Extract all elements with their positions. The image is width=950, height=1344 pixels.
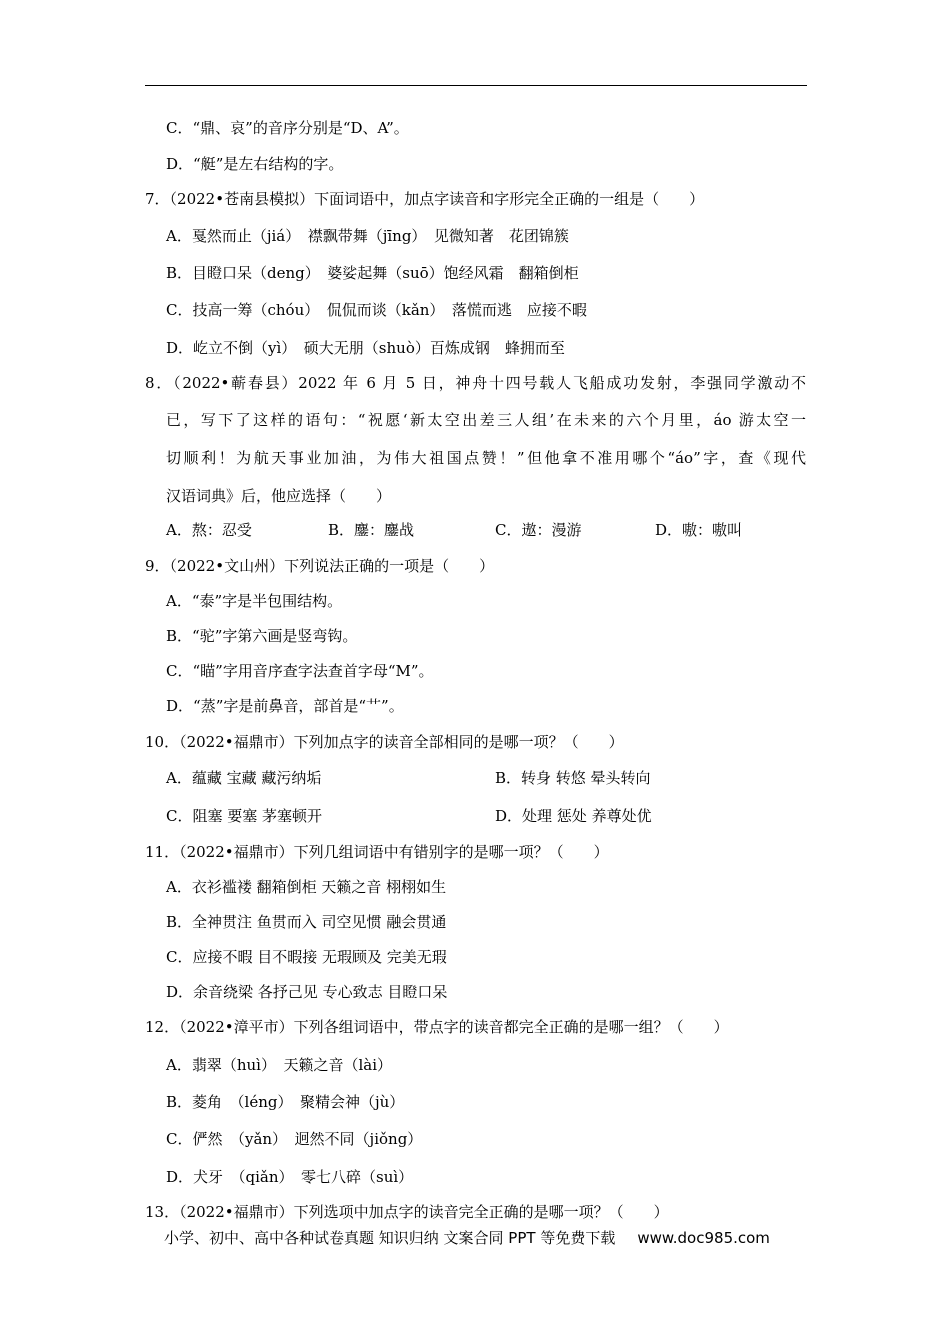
q9-option-a: A．“泰”字是半包围结构。 [166,592,343,610]
q11-option-c: C．应接不暇 目不暇接 无瑕顾及 完美无瑕 [166,948,447,966]
q13-stem: 13．（2022•福鼎市）下列选项中加点字的读音完全正确的是哪一项？（ ） [145,1203,669,1221]
q8-stem-line-3: 切顺利！为航天事业加油，为伟大祖国点赞！”但他拿不准用哪个“áo”字，查《现代 [166,449,806,467]
q8-option-b: B．鏖：鏖战 [328,521,415,539]
q12-option-d: D．犬牙 （qiǎn） 零七八碎（suì） [166,1168,414,1186]
q12-option-c: C．俨然 （yǎn） 迥然不同（jiǒng） [166,1130,423,1148]
q7-option-a: A．戛然而止（jiá） 襟飘带舞（jīng） 见微知著 花团锦簇 [166,227,569,245]
q8-option-c: C．遨：漫游 [495,521,582,539]
q12-stem: 12．（2022•漳平市）下列各组词语中，带点字的读音都完全正确的是哪一组？（ ） [145,1018,729,1036]
q9-option-d: D．“蒸”字是前鼻音，部首是“艹”。 [166,697,404,715]
footer [164,1227,770,1248]
q10-option-c: C．阻塞 要塞 茅塞顿开 [166,807,323,825]
q11-option-d: D．余音绕梁 各抒己见 专心致志 目瞪口呆 [166,983,448,1001]
q10-option-d: D．处理 惩处 养尊处优 [495,807,652,825]
q7-option-d: D．屹立不倒（yì） 硕大无朋（shuò）百炼成钢 蜂拥而至 [166,339,565,357]
q11-option-a: A．衣衫褴褛 翻箱倒柜 天籁之音 栩栩如生 [166,878,447,896]
q9-stem: 9．（2022•文山州）下列说法正确的一项是（ ） [145,557,495,575]
q7-option-b: B．目瞪口呆（deng） 婆娑起舞（suō）饱经风霜 翻箱倒柜 [166,264,579,282]
q6-option-c: C．“鼎、哀”的音序分别是“D、A”。 [166,119,409,137]
q7-stem: 7．（2022•苍南县模拟）下面词语中，加点字读音和字形完全正确的一组是（ ） [145,190,705,208]
footer-text: 小学、初中、高中各种试卷真题 知识归纳 文案合同 PPT 等免费下载 [164,1229,616,1247]
q12-option-a: A．翡翠（huì） 天籁之音（lài） [166,1056,392,1074]
q11-option-b: B．全神贯注 鱼贯而入 司空见惯 融会贯通 [166,913,447,931]
footer-url[interactable]: www.doc985.com [637,1229,770,1247]
q9-option-c: C．“瞄”字用音序查字法查首字母“M”。 [166,662,434,680]
q10-stem: 10．（2022•福鼎市）下列加点字的读音全部相同的是哪一项？（ ） [145,733,624,751]
q8-stem-line-2: 已，写下了这样的语句：“祝愿‘新太空出差三人组’在未来的六个月里，áo 游太空一 [166,411,806,429]
q8-option-a: A．熬：忍受 [166,521,252,539]
q7-option-c: C．技高一筹（chóu） 侃侃而谈（kǎn） 落慌而逃 应接不暇 [166,301,587,319]
q8-stem-line-4: 汉语词典》后，他应选择（ ） [166,487,392,505]
q11-stem: 11．（2022•福鼎市）下列几组词语中有错别字的是哪一项？（ ） [145,843,609,861]
q8-stem-line-1: 8．（2022•蕲春县）2022 年 6 月 5 日，神舟十四号载人飞船成功发射，李强同学激动不 [145,374,806,392]
q12-option-b: B．菱角 （léng） 聚精会神（jù） [166,1093,405,1111]
header-rule [145,85,807,86]
q10-option-a: A．蕴藏 宝藏 藏污纳垢 [166,769,322,787]
q8-option-d: D．嗷：嗷叫 [655,521,743,539]
q9-option-b: B．“驼”字第六画是竖弯钩。 [166,627,358,645]
q6-option-d: D．“艇”是左右结构的字。 [166,155,344,173]
q10-option-b: B．转身 转悠 晕头转向 [495,769,651,787]
